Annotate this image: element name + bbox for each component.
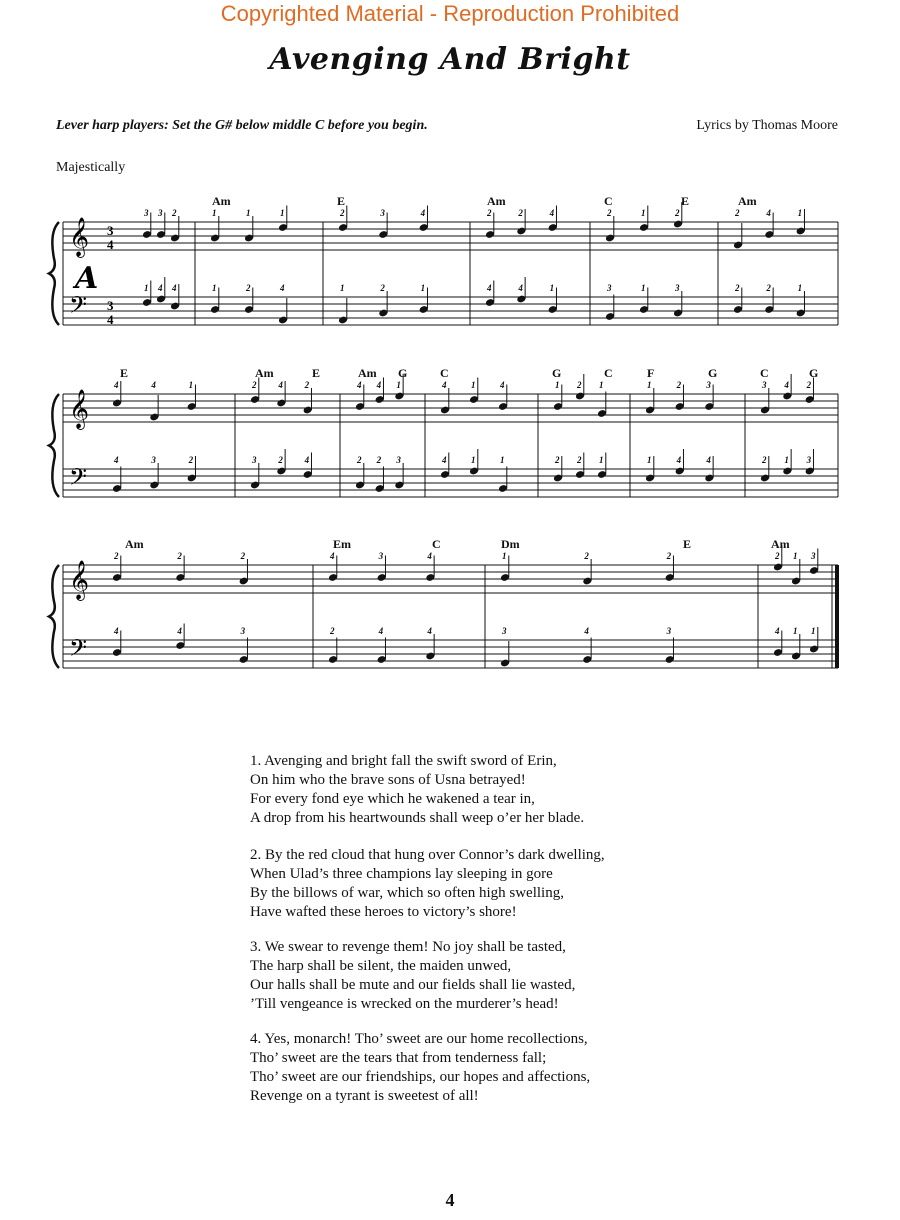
verse-line: The harp shall be silent, the maiden unwed, bbox=[250, 958, 512, 974]
music-system bbox=[49, 194, 838, 327]
fingering: 1 bbox=[502, 551, 507, 561]
fingering: 3 bbox=[762, 380, 767, 390]
harp-instruction: Lever harp players: Set the G# below middle C before you begin. bbox=[56, 118, 428, 133]
chord-symbol: C bbox=[604, 366, 613, 380]
fingering: 1 bbox=[784, 455, 789, 465]
fingering: 3 bbox=[151, 455, 156, 465]
fingering: 3 bbox=[158, 208, 163, 218]
fingering: 2 bbox=[775, 551, 780, 561]
fingering: 3 bbox=[396, 455, 401, 465]
fingering: 4 bbox=[784, 380, 789, 390]
fingering: 4 bbox=[584, 626, 589, 636]
verse-line: 1. Avenging and bright fall the swift sword of Erin, bbox=[250, 753, 557, 769]
fingering: 2 bbox=[304, 380, 310, 390]
lyrics-credit: Lyrics by Thomas Moore bbox=[696, 118, 838, 133]
fingering: 3 bbox=[378, 551, 384, 561]
fingering: 4 bbox=[114, 380, 119, 390]
fingering: 2 bbox=[240, 551, 246, 561]
fingering: 2 bbox=[177, 551, 182, 561]
fingering: 4 bbox=[376, 380, 382, 390]
fingering: 4 bbox=[775, 626, 780, 636]
fingering: 4 bbox=[304, 455, 310, 465]
chord-symbol: F bbox=[647, 366, 655, 380]
fingering: 2 bbox=[762, 455, 767, 465]
bass-clef: 𝄢 bbox=[69, 291, 88, 324]
chord-symbol: C bbox=[604, 194, 613, 208]
verse-line: Our halls shall be mute and our fields shall lie wasted, bbox=[250, 977, 576, 993]
fingering: 4 bbox=[427, 551, 432, 561]
fingering: 2 bbox=[188, 455, 194, 465]
chord-symbol: Am bbox=[125, 537, 144, 551]
fingering: 4 bbox=[706, 455, 711, 465]
tempo-marking: Majestically bbox=[56, 160, 126, 175]
fingering: 2 bbox=[735, 283, 740, 293]
treble-clef: 𝄞 bbox=[69, 560, 90, 600]
fingering: 3 bbox=[666, 626, 672, 636]
fingering: 4 bbox=[500, 380, 505, 390]
chord-symbol: Am bbox=[358, 366, 377, 380]
fingering: 1 bbox=[340, 283, 345, 293]
fingering: 3 bbox=[380, 208, 385, 218]
fingering: 3 bbox=[806, 455, 812, 465]
fingering: 3 bbox=[252, 455, 257, 465]
fingering: 2 bbox=[340, 208, 345, 218]
chord-symbol: Am bbox=[771, 537, 790, 551]
verse-line: By the billows of war, which so often high swelling, bbox=[250, 885, 564, 901]
treble-clef: 𝄞 bbox=[69, 389, 90, 429]
fingering: 1 bbox=[471, 380, 476, 390]
fingering: 4 bbox=[158, 283, 163, 293]
chord-symbol: C bbox=[432, 537, 441, 551]
fingering: 1 bbox=[280, 208, 285, 218]
music-system bbox=[49, 537, 839, 668]
fingering: 1 bbox=[471, 455, 476, 465]
fingering: 2 bbox=[114, 551, 119, 561]
fingering: 3 bbox=[144, 208, 149, 218]
fingering: 1 bbox=[793, 626, 798, 636]
fingering: 1 bbox=[641, 208, 646, 218]
fingering: 2 bbox=[518, 208, 523, 218]
fingering: 1 bbox=[420, 283, 426, 293]
verse-line: Revenge on a tyrant is sweetest of all! bbox=[250, 1088, 479, 1104]
fingering: 2 bbox=[666, 551, 672, 561]
chord-symbol: E bbox=[681, 194, 690, 208]
fingering: 4 bbox=[278, 380, 283, 390]
chord-symbol: G bbox=[552, 366, 562, 380]
time-signature: 3 bbox=[107, 298, 114, 313]
fingering: 3 bbox=[811, 551, 816, 561]
fingering: 4 bbox=[442, 380, 447, 390]
fingering: 2 bbox=[676, 380, 682, 390]
fingering: 2 bbox=[278, 455, 283, 465]
fingering: 1 bbox=[212, 208, 217, 218]
treble-clef: 𝄞 bbox=[69, 217, 90, 257]
fingering: 2 bbox=[577, 455, 582, 465]
fingering: 1 bbox=[647, 455, 652, 465]
fingering: 4 bbox=[766, 208, 771, 218]
system-brace bbox=[49, 222, 59, 325]
fingering: 4 bbox=[280, 283, 285, 293]
fingering: 1 bbox=[549, 283, 555, 293]
fingering: 4 bbox=[676, 455, 682, 465]
chord-symbol: G bbox=[708, 366, 718, 380]
fingering: 2 bbox=[172, 208, 177, 218]
chord-symbol: Dm bbox=[501, 537, 520, 551]
fingering: 2 bbox=[584, 551, 589, 561]
verse-2 bbox=[250, 846, 850, 922]
fingering: 1 bbox=[246, 208, 251, 218]
fingering: 3 bbox=[607, 283, 612, 293]
fingering: 4 bbox=[357, 380, 362, 390]
verse-3 bbox=[250, 938, 850, 1014]
fingering: 2 bbox=[766, 283, 771, 293]
fingering: 3 bbox=[502, 626, 507, 636]
fingering: 2 bbox=[607, 208, 612, 218]
system-brace bbox=[49, 394, 59, 497]
verse-line: A drop from his heartwounds shall weep o’er her blade. bbox=[250, 810, 585, 826]
chord-symbol: Am bbox=[255, 366, 274, 380]
fingering: 1 bbox=[500, 455, 505, 465]
verse-line: When Ulad’s three champions lay sleeping in gore bbox=[250, 866, 553, 882]
chord-symbol: Am bbox=[738, 194, 757, 208]
time-signature: 4 bbox=[107, 312, 114, 327]
final-barline-thick bbox=[835, 565, 839, 668]
fingering: 2 bbox=[357, 455, 362, 465]
fingering: 4 bbox=[151, 380, 156, 390]
chord-symbol: G bbox=[398, 366, 408, 380]
fingering: 4 bbox=[427, 626, 432, 636]
copyright-watermark: Copyrighted Material - Reproduction Prohibited bbox=[220, 1, 680, 26]
verse-line: 4. Yes, monarch! Tho’ sweet are our home recollections, bbox=[250, 1031, 588, 1047]
fingering: 2 bbox=[380, 283, 385, 293]
fingering: 2 bbox=[246, 283, 251, 293]
fingering: 4 bbox=[549, 208, 555, 218]
fingering: 4 bbox=[378, 626, 384, 636]
fingering: 4 bbox=[420, 208, 426, 218]
fingering: 2 bbox=[555, 455, 560, 465]
fingering: 1 bbox=[212, 283, 217, 293]
chord-symbol: E bbox=[312, 366, 321, 380]
chord-symbol: Am bbox=[487, 194, 506, 208]
fingering: 4 bbox=[330, 551, 335, 561]
fingering: 1 bbox=[599, 380, 604, 390]
fingering: 4 bbox=[442, 455, 447, 465]
fingering: 1 bbox=[144, 283, 149, 293]
verse-line: Tho’ sweet are the tears that from tenderness fall; bbox=[250, 1050, 547, 1066]
fingering: 1 bbox=[599, 455, 604, 465]
fingering: 1 bbox=[797, 208, 803, 218]
verse-line: Have wafted these heroes to victory’s shore! bbox=[250, 904, 517, 920]
fingering: 1 bbox=[647, 380, 652, 390]
verse-1 bbox=[250, 752, 850, 828]
verse-line: ’Till vengeance is wrecked on the murderer’s head! bbox=[250, 996, 559, 1012]
harp-letter: A bbox=[75, 261, 99, 296]
fingering: 1 bbox=[641, 283, 646, 293]
fingering: 4 bbox=[114, 455, 119, 465]
bass-clef: 𝄢 bbox=[69, 634, 88, 667]
verse-line: For every fond eye which he wakened a tear in, bbox=[250, 791, 535, 807]
fingering: 4 bbox=[114, 626, 119, 636]
fingering: 1 bbox=[797, 283, 803, 293]
page-number: 4 bbox=[445, 1190, 455, 1210]
bass-clef: 𝄢 bbox=[69, 463, 88, 496]
chord-symbol: E bbox=[683, 537, 692, 551]
chord-symbol: E bbox=[337, 194, 346, 208]
fingering: 1 bbox=[555, 380, 560, 390]
fingering: 2 bbox=[675, 208, 680, 218]
chord-symbol: C bbox=[440, 366, 449, 380]
fingering: 2 bbox=[330, 626, 335, 636]
chord-symbol: Am bbox=[212, 194, 231, 208]
verse-line: On him who the brave sons of Usna betrayed! bbox=[250, 772, 526, 788]
chord-symbol: E bbox=[120, 366, 129, 380]
fingering: 3 bbox=[240, 626, 246, 636]
fingering: 2 bbox=[735, 208, 740, 218]
fingering: 1 bbox=[811, 626, 816, 636]
fingering: 2 bbox=[806, 380, 812, 390]
time-signature: 4 bbox=[107, 237, 114, 252]
fingering: 3 bbox=[706, 380, 711, 390]
verse-4 bbox=[250, 1030, 850, 1106]
fingering: 3 bbox=[675, 283, 680, 293]
fingering: 2 bbox=[577, 380, 582, 390]
fingering: 4 bbox=[518, 283, 523, 293]
song-title: Avenging And Bright bbox=[269, 42, 631, 77]
verse-line: Tho’ sweet are our friendships, our hopes and affections, bbox=[250, 1069, 591, 1085]
fingering: 2 bbox=[252, 380, 257, 390]
system-brace bbox=[49, 565, 59, 668]
chord-symbol: C bbox=[760, 366, 769, 380]
fingering: 4 bbox=[172, 283, 177, 293]
time-signature: 3 bbox=[107, 223, 114, 238]
verse-line: 2. By the red cloud that hung over Connor’s dark dwelling, bbox=[250, 847, 605, 863]
verse-line: 3. We swear to revenge them! No joy shall be tasted, bbox=[250, 939, 566, 955]
chord-symbol: Em bbox=[333, 537, 351, 551]
fingering: 1 bbox=[793, 551, 798, 561]
fingering: 1 bbox=[188, 380, 194, 390]
music-system bbox=[49, 366, 838, 497]
fingering: 2 bbox=[487, 208, 492, 218]
fingering: 4 bbox=[487, 283, 492, 293]
fingering: 4 bbox=[177, 626, 182, 636]
fingering: 1 bbox=[396, 380, 401, 390]
fingering: 2 bbox=[376, 455, 382, 465]
chord-symbol: G bbox=[809, 366, 819, 380]
